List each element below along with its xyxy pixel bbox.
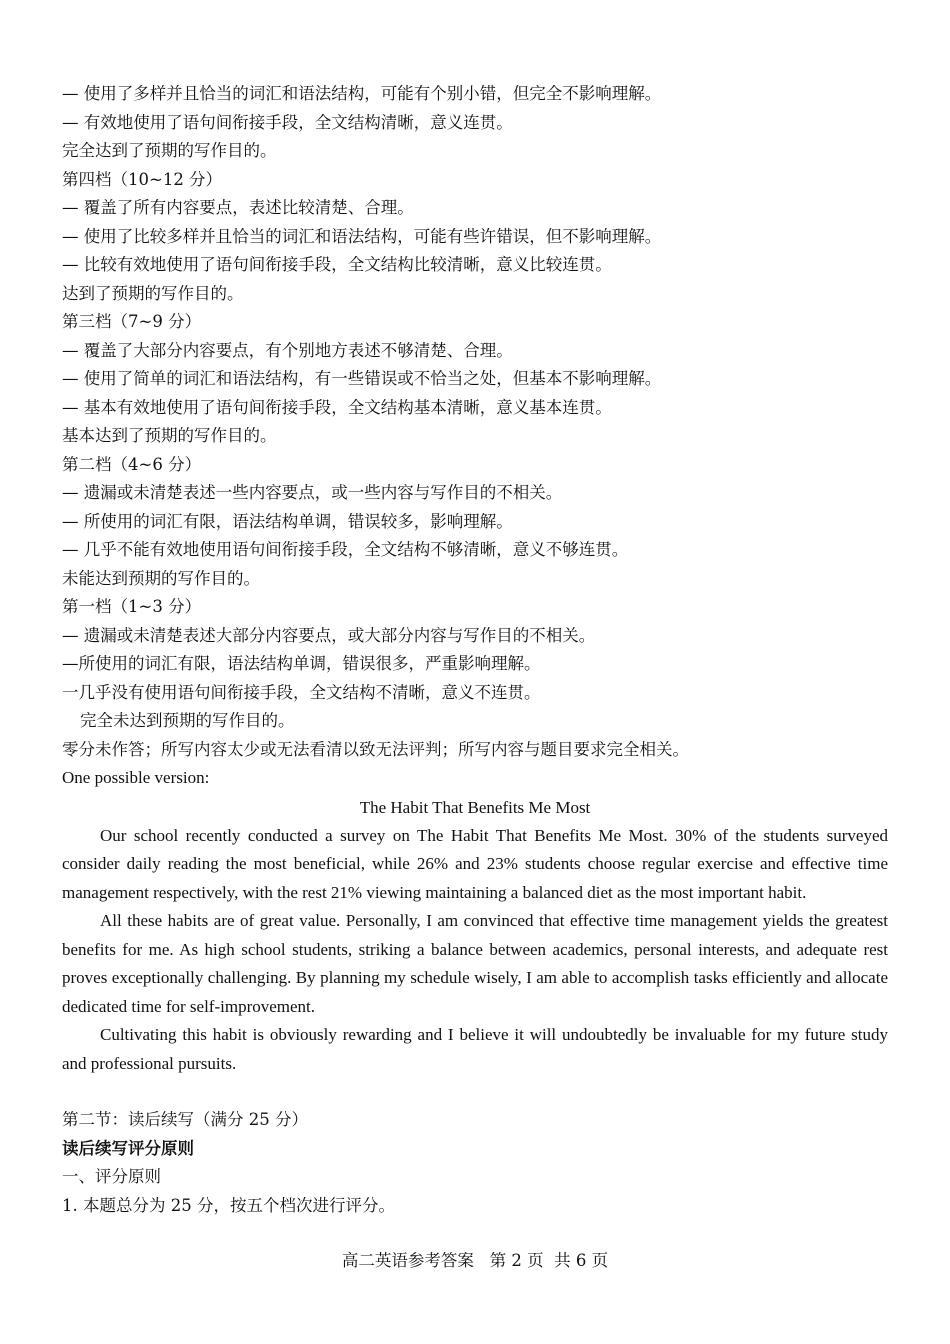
spacer (62, 1078, 888, 1106)
band3-summary: 基本达到了预期的写作目的。 (62, 426, 277, 445)
essay-paragraph-1: Our school recently conducted a survey on The Habit That Benefits Me Most. 30% of the students surveyed consider daily reading the most beneficial, while 26% and 23% students choose regular exercise and effective time management respectively, with the rest 21% viewing maintaining a balanced diet as the most important habit. (62, 825, 888, 902)
principle-1: 1. 本题总分为 25 分，按五个档次进行评分。 (62, 1195, 395, 1215)
rubric-line: — 有效地使用了语句间衔接手段，全文结构清晰，意义连贯。 (62, 112, 513, 132)
section2-heading: 第二节：读后续写（满分 25 分） (62, 1110, 308, 1129)
rubric-line: — 使用了多样并且恰当的词汇和语法结构，可能有个别小错，但完全不影响理解。 (62, 84, 662, 103)
band4-item: — 使用了比较多样并且恰当的词汇和语法结构，可能有些许错误，但不影响理解。 (62, 226, 662, 246)
band1-item: — 遗漏或未清楚表述大部分内容要点，或大部分内容与写作目的不相关。 (62, 625, 596, 645)
band2-heading: 第二档（4~6 分） (62, 454, 202, 474)
band3-heading: 第三档（7~9 分） (62, 312, 202, 331)
band3-item: — 使用了简单的词汇和语法结构，有一些错误或不恰当之处，但基本不影响理解。 (62, 369, 662, 388)
sample-label: One possible version: (62, 768, 210, 787)
band4-heading: 第四档（10~12 分） (62, 169, 223, 189)
band4-item: — 覆盖了所有内容要点，表述比较清楚、合理。 (62, 198, 414, 217)
principle-heading: 一、评分原则 (62, 1167, 161, 1186)
band2-item: — 几乎不能有效地使用语句间衔接手段，全文结构不够清晰，意义不够连贯。 (62, 540, 629, 559)
band4-item: — 比较有效地使用了语句间衔接手段，全文结构比较清晰，意义比较连贯。 (62, 255, 612, 274)
band3-item: — 覆盖了大部分内容要点，有个别地方表述不够清楚、合理。 (62, 340, 513, 360)
band1-item: 一几乎没有使用语句间衔接手段，全文结构不清晰，意义不连贯。 (62, 682, 541, 702)
page-content (62, 80, 888, 1220)
band4-summary: 达到了预期的写作目的。 (62, 283, 244, 303)
zero-score-rule: 零分未作答；所写内容太少或无法看清以致无法评判；所写内容与题目要求完全相关。 (62, 739, 689, 759)
section2-subheading: 读后续写评分原则 (62, 1138, 194, 1158)
essay-title: The Habit That Benefits Me Most (359, 797, 591, 817)
band2-summary: 未能达到预期的写作目的。 (62, 568, 260, 588)
page-footer: 高二英语参考答案 第 2 页 共 6 页 (341, 1251, 609, 1270)
band2-item: — 所使用的词汇有限，语法结构单调，错误较多，影响理解。 (62, 511, 513, 531)
band1-summary: 完全未达到预期的写作目的。 (80, 711, 295, 730)
band1-heading: 第一档（1~3 分） (62, 597, 202, 616)
rubric-summary: 完全达到了预期的写作目的。 (62, 141, 277, 160)
band2-item: — 遗漏或未清楚表述一些内容要点，或一些内容与写作目的不相关。 (62, 483, 563, 502)
essay-paragraph-3: Cultivating this habit is obviously rewarding and I believe it will undoubtedly be invaluable for my future study and professional pursuits. (62, 1025, 888, 1073)
band1-item: —所使用的词汇有限，语法结构单调，错误很多，严重影响理解。 (62, 654, 541, 673)
band3-item: — 基本有效地使用了语句间衔接手段，全文结构基本清晰，意义基本连贯。 (62, 397, 612, 417)
essay-paragraph-2: All these habits are of great value. Personally, I am convinced that effective time management yields the greatest benefits for me. As high school students, striking a balance between academics, personal interests, and adequate rest proves exceptionally challenging. By planning my schedule wisely, I am able to accomplish tasks efficiently and allocate dedicated time for self-improvement. (62, 911, 888, 1016)
